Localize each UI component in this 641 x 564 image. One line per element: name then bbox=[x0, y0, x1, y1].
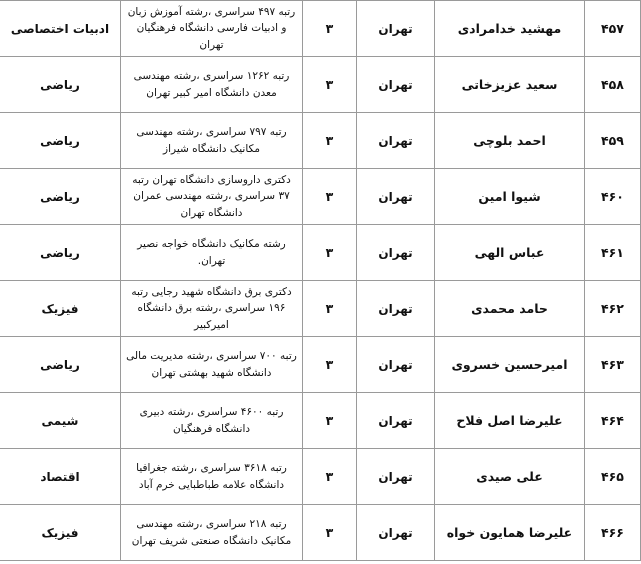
row-city: تهران bbox=[357, 1, 435, 57]
row-description: رتبه ۷۹۷ سراسری ،رشته مهندسی مکانیک دانشگاه شیراز bbox=[121, 113, 303, 169]
row-field: اقتصاد bbox=[0, 449, 121, 505]
row-field: ریاضی bbox=[0, 57, 121, 113]
table-row bbox=[0, 225, 641, 281]
table-row bbox=[0, 1, 641, 57]
row-person-name: علیرضا اصل فلاح bbox=[435, 393, 585, 449]
row-description: رتبه ۳۶۱۸ سراسری ،رشته جغرافیا دانشگاه علامه طباطبایی خرم آباد bbox=[121, 449, 303, 505]
row-number: ۴۶۱ bbox=[585, 225, 641, 281]
row-count: ۳ bbox=[303, 337, 357, 393]
table-row bbox=[0, 281, 641, 337]
row-count: ۳ bbox=[303, 113, 357, 169]
row-number: ۴۶۴ bbox=[585, 393, 641, 449]
table-row bbox=[0, 337, 641, 393]
row-city: تهران bbox=[357, 225, 435, 281]
table-row bbox=[0, 57, 641, 113]
row-field: شیمی bbox=[0, 393, 121, 449]
table-row bbox=[0, 393, 641, 449]
row-field: ادبیات اختصاصی bbox=[0, 1, 121, 57]
row-number: ۴۶۶ bbox=[585, 505, 641, 561]
row-number: ۴۶۰ bbox=[585, 169, 641, 225]
row-city: تهران bbox=[357, 281, 435, 337]
row-field: ریاضی bbox=[0, 225, 121, 281]
row-field: فیزیک bbox=[0, 281, 121, 337]
row-person-name: امیرحسین خسروی bbox=[435, 337, 585, 393]
row-field: ریاضی bbox=[0, 337, 121, 393]
row-number: ۴۵۹ bbox=[585, 113, 641, 169]
row-city: تهران bbox=[357, 169, 435, 225]
row-number: ۴۶۳ bbox=[585, 337, 641, 393]
row-description: رتبه ۴۶۰۰ سراسری ،رشته دبیری دانشگاه فرهنگیان bbox=[121, 393, 303, 449]
row-person-name: احمد بلوچی bbox=[435, 113, 585, 169]
row-count: ۳ bbox=[303, 281, 357, 337]
row-description: رتبه ۱۲۶۲ سراسری ،رشته مهندسی معدن دانشگاه امیر کبیر تهران bbox=[121, 57, 303, 113]
row-city: تهران bbox=[357, 449, 435, 505]
row-field: ریاضی bbox=[0, 169, 121, 225]
row-description: دکتری داروسازی دانشگاه تهران رتبه ۳۷ سراسری ،رشته مهندسی عمران دانشگاه تهران bbox=[121, 169, 303, 225]
row-city: تهران bbox=[357, 57, 435, 113]
row-field: فیزیک bbox=[0, 505, 121, 561]
row-description: رتبه ۷۰۰ سراسری ،رشته مدیریت مالی دانشگاه شهید بهشتی تهران bbox=[121, 337, 303, 393]
row-person-name: سعید عزیزخاتی bbox=[435, 57, 585, 113]
row-count: ۳ bbox=[303, 57, 357, 113]
row-city: تهران bbox=[357, 505, 435, 561]
table-row bbox=[0, 169, 641, 225]
row-description: رشته مکانیک دانشگاه خواجه نصیر تهران. bbox=[121, 225, 303, 281]
row-description: رتبه ۴۹۷ سراسری ،رشته آموزش زبان و ادبیات فارسی دانشگاه فرهنگیان تهران bbox=[121, 1, 303, 57]
row-description: رتبه ۲۱۸ سراسری ،رشته مهندسی مکانیک دانشگاه صنعتی شریف تهران bbox=[121, 505, 303, 561]
table-row bbox=[0, 449, 641, 505]
row-city: تهران bbox=[357, 393, 435, 449]
row-number: ۴۶۵ bbox=[585, 449, 641, 505]
row-count: ۳ bbox=[303, 505, 357, 561]
table-body bbox=[0, 1, 641, 561]
row-city: تهران bbox=[357, 113, 435, 169]
row-number: ۴۵۷ bbox=[585, 1, 641, 57]
row-person-name: عباس الهی bbox=[435, 225, 585, 281]
row-person-name: حامد محمدی bbox=[435, 281, 585, 337]
row-person-name: شیوا امین bbox=[435, 169, 585, 225]
table-row bbox=[0, 505, 641, 561]
row-count: ۳ bbox=[303, 449, 357, 505]
row-city: تهران bbox=[357, 337, 435, 393]
row-description: دکتری برق دانشگاه شهید رجایی رتبه ۱۹۶ سراسری ،رشته برق دانشگاه امیرکبیر bbox=[121, 281, 303, 337]
row-count: ۳ bbox=[303, 1, 357, 57]
row-person-name: علی صیدی bbox=[435, 449, 585, 505]
row-count: ۳ bbox=[303, 393, 357, 449]
row-count: ۳ bbox=[303, 169, 357, 225]
table-row bbox=[0, 113, 641, 169]
row-person-name: مهشید خدامرادی bbox=[435, 1, 585, 57]
row-field: ریاضی bbox=[0, 113, 121, 169]
row-number: ۴۵۸ bbox=[585, 57, 641, 113]
row-person-name: علیرضا همایون خواه bbox=[435, 505, 585, 561]
row-count: ۳ bbox=[303, 225, 357, 281]
row-number: ۴۶۲ bbox=[585, 281, 641, 337]
